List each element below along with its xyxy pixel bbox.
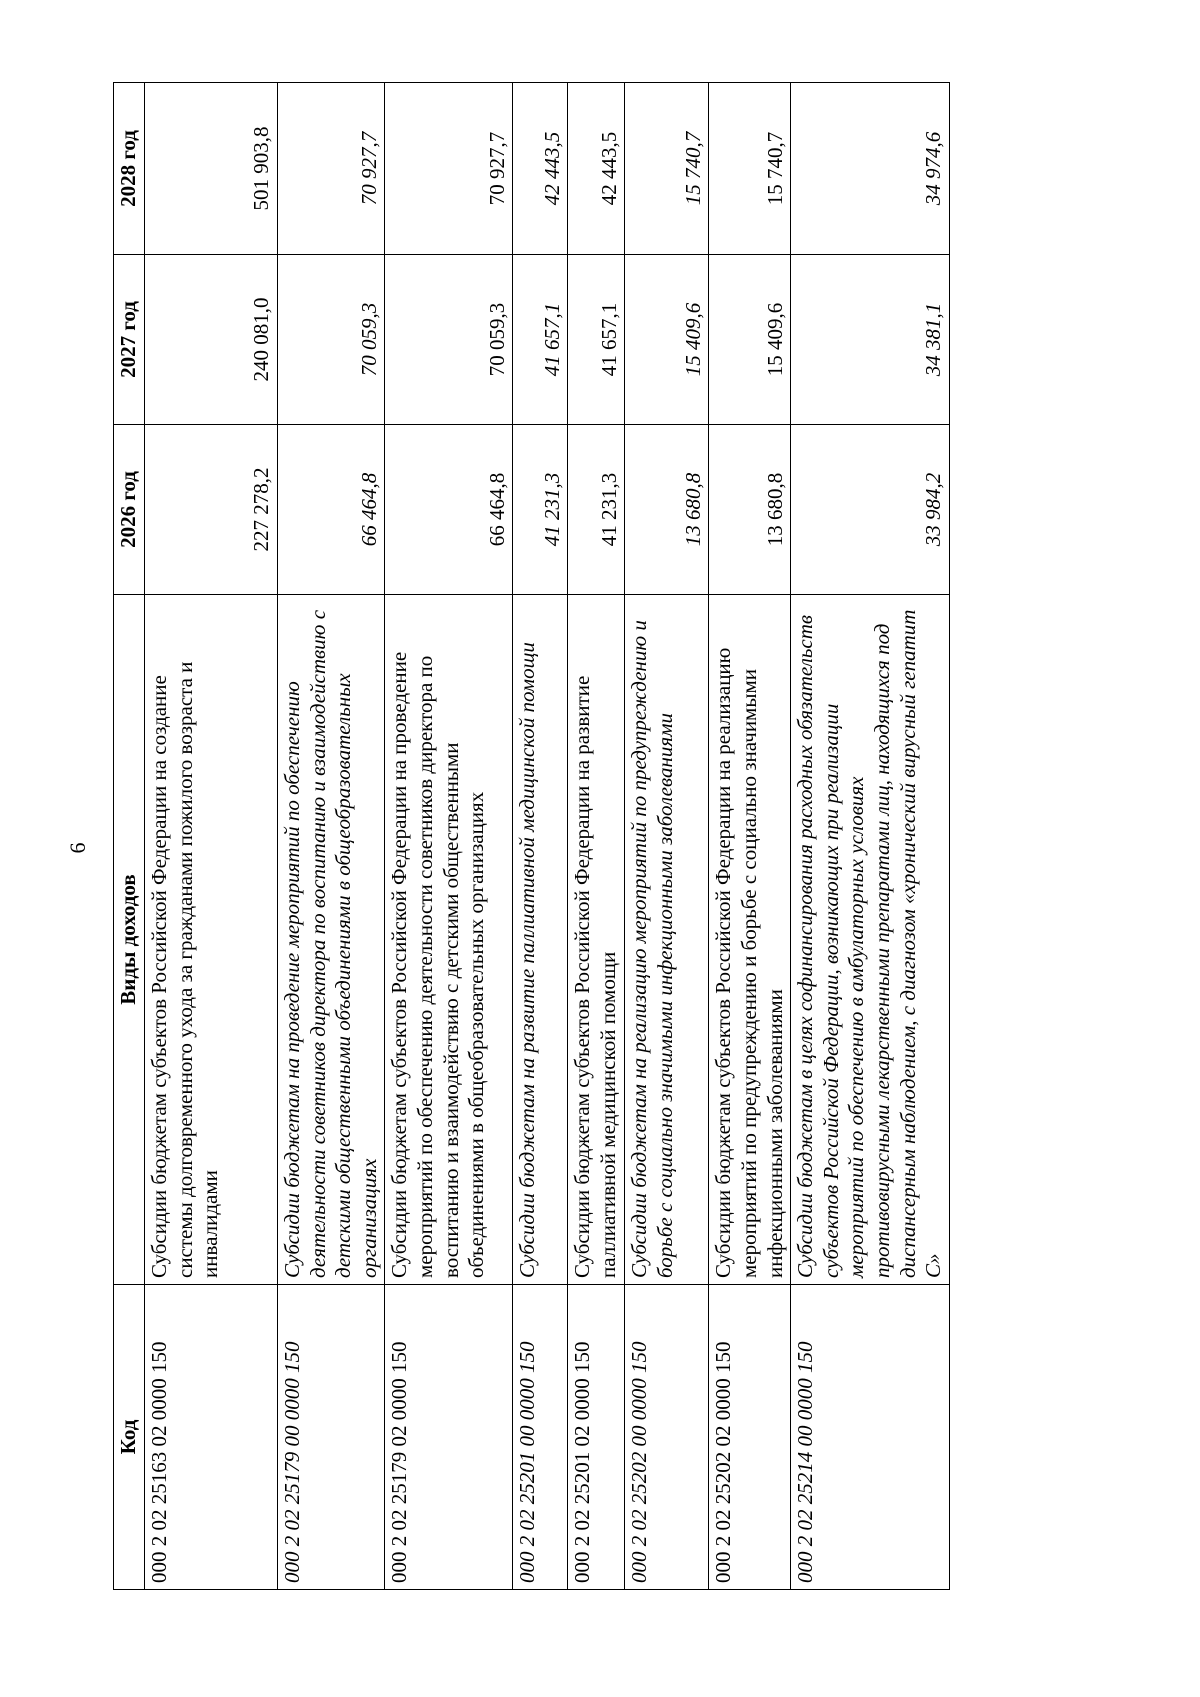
row-value-2027: 15 409,6 [625,255,709,425]
header-revenue-type: Виды доходов [114,595,145,1285]
row-value-2028: 42 443,5 [513,83,568,255]
row-revenue-name: Субсидии бюджетам в целях софинансирования расходных обязательств субъектов Российской Федерации, возникающих при реализации мероприятий по обеспечению в амбулаторных условиях противовирусными лекарственными препаратами лиц, находящихся под диспансерным наблюдением, с диагнозом «хронический вирусный гепатит С» [791,595,950,1285]
row-value-2028: 501 903,8 [145,83,278,255]
row-revenue-name: Субсидии бюджетам субъектов Российской Федерации на реализацию мероприятий по предупреждению и борьбе с социально значимыми инфекционными заболеваниями [709,595,791,1285]
row-revenue-name: Субсидии бюджетам субъектов Российской Федерации на проведение мероприятий по обеспечению деятельности советников директора по воспитанию и взаимодействию с детскими общественными объединениями в общеобразовательных организациях [385,595,513,1285]
page-number: 6 [65,842,90,854]
header-year-2027: 2027 год [114,255,145,425]
row-value-2027: 70 059,3 [278,255,385,425]
table-row [385,83,513,1590]
row-code: 000 2 02 25179 00 0000 150 [278,1285,385,1590]
row-value-2027: 70 059,3 [385,255,513,425]
row-code: 000 2 02 25163 02 0000 150 [145,1285,278,1590]
row-value-2026: 13 680,8 [709,425,791,595]
row-code: 000 2 02 25202 00 0000 150 [625,1285,709,1590]
row-value-2027: 41 657,1 [568,255,625,425]
row-value-2026: 41 231,3 [513,425,568,595]
table-header-row [114,83,145,1590]
row-code: 000 2 02 25201 00 0000 150 [513,1285,568,1590]
row-value-2027: 240 081,0 [145,255,278,425]
header-code: Код [114,1285,145,1590]
header-year-2028: 2028 год [114,83,145,255]
row-value-2028: 15 740,7 [709,83,791,255]
row-code: 000 2 02 25201 02 0000 150 [568,1285,625,1590]
rotated-table-container [113,83,946,1590]
table-row [791,83,950,1590]
table-row [568,83,625,1590]
row-value-2026: 227 278,2 [145,425,278,595]
header-year-2026: 2026 год [114,425,145,595]
row-value-2026: 33 984,2 [791,425,950,595]
row-revenue-name: Субсидии бюджетам субъектов Российской Федерации на создание системы долговременного ухода за гражданами пожилого возраста и инвалидами [145,595,278,1285]
row-value-2027: 34 381,1 [791,255,950,425]
row-revenue-name: Субсидии бюджетам на развитие паллиативной медицинской помощи [513,595,568,1285]
row-value-2028: 70 927,7 [385,83,513,255]
row-revenue-name: Субсидии бюджетам на проведение мероприятий по обеспечению деятельности советников директора по воспитанию и взаимодействию с детскими общественными объединениями в общеобразовательных организациях [278,595,385,1285]
table-row [709,83,791,1590]
row-value-2028: 15 740,7 [625,83,709,255]
table-row [145,83,278,1590]
revenue-table [113,82,950,1590]
table-row [278,83,385,1590]
row-value-2026: 66 464,8 [278,425,385,595]
row-value-2026: 41 231,3 [568,425,625,595]
row-revenue-name: Субсидии бюджетам на реализацию мероприятий по предупреждению и борьбе с социально значимыми инфекционными заболеваниями [625,595,709,1285]
row-value-2026: 66 464,8 [385,425,513,595]
row-value-2028: 70 927,7 [278,83,385,255]
row-value-2026: 13 680,8 [625,425,709,595]
row-revenue-name: Субсидии бюджетам субъектов Российской Федерации на развитие паллиативной медицинской помощи [568,595,625,1285]
row-code: 000 2 02 25202 02 0000 150 [709,1285,791,1590]
row-code: 000 2 02 25179 02 0000 150 [385,1285,513,1590]
row-value-2028: 42 443,5 [568,83,625,255]
row-code: 000 2 02 25214 00 0000 150 [791,1285,950,1590]
row-value-2027: 41 657,1 [513,255,568,425]
table-row [513,83,568,1590]
table-row [625,83,709,1590]
row-value-2028: 34 974,6 [791,83,950,255]
row-value-2027: 15 409,6 [709,255,791,425]
